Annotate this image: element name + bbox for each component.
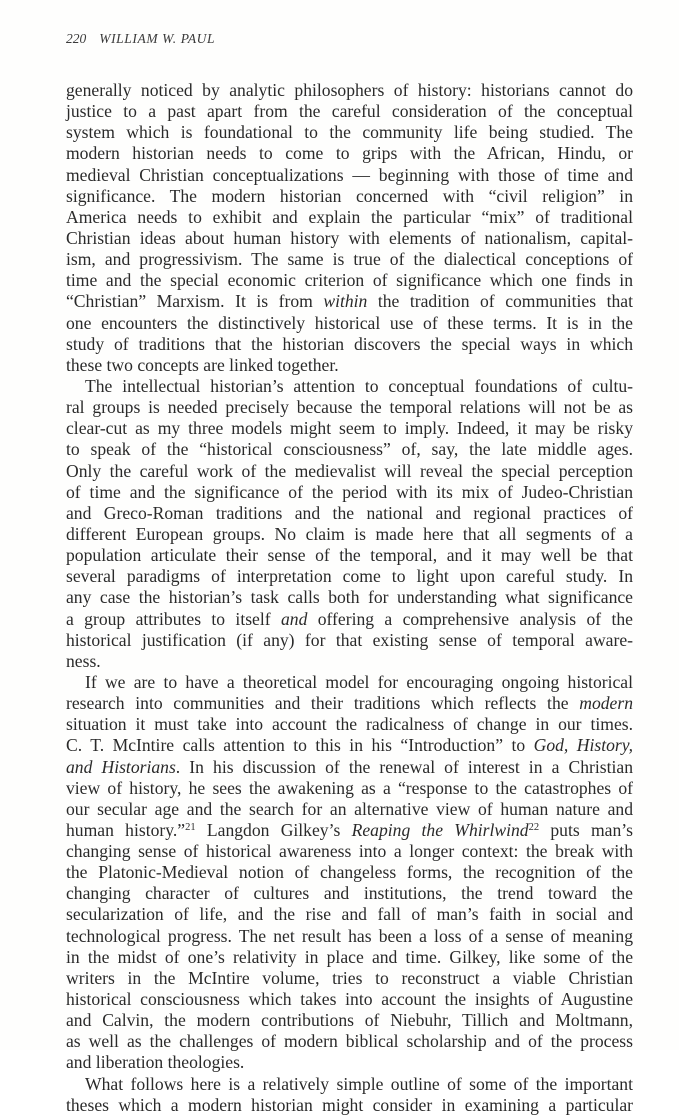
text-run: Langdon Gilkey’s (195, 819, 352, 840)
emphasis-text: modern (579, 693, 633, 714)
text-line: these two concepts are linked together. (66, 354, 339, 375)
text-line: several paradigms of interpretation come to light upon careful study. In (66, 566, 633, 587)
text-line: of time and the significance of the period with its mix of Judeo-Christian (66, 481, 633, 502)
text-run: C. T. McIntire calls attention to this in his “Introduction” to (66, 735, 534, 756)
text-line: one encounters the distinctively historical use of these terms. It is in the (66, 312, 633, 333)
text-line: study of traditions that the historian discovers the special ways in which (66, 333, 633, 354)
text-line: and Greco-Roman traditions and the national and regional practices of (66, 502, 633, 523)
text-line: in the midst of one’s relativity in place and time. Gilkey, like some of the (66, 946, 633, 967)
paragraph (66, 80, 633, 376)
text-line: significance. The modern historian concerned with “civil religion” in (66, 185, 633, 206)
text-run: . In his discussion of the renewal of interest in a Christian (175, 756, 633, 777)
text-line: our secular age and the search for an alternative view of human nature and (66, 798, 633, 819)
paragraph (66, 672, 633, 1074)
text-line: secularization of life, and the rise and fall of man’s faith in social and (66, 904, 633, 925)
text-line: the Platonic-Medieval notion of changeless forms, the recognition of the (66, 862, 633, 883)
text-line: generally noticed by analytic philosophers of history: historians cannot do (66, 80, 633, 100)
book-title: and Historians (66, 756, 176, 777)
text-line: different European groups. No claim is made here that all segments of a (66, 523, 633, 544)
text-run: “Christian” Marxism. It is from (66, 291, 324, 312)
text-line (66, 693, 633, 714)
text-line: situation it must take into account the radicalness of change in our times. (66, 714, 633, 735)
text-run: offering a comprehensive analysis of the (307, 608, 633, 629)
running-head (66, 31, 215, 47)
text-line (66, 735, 633, 756)
text-run: a group attributes to itself (66, 608, 281, 629)
text-line: system which is foundational to the community life being studied. The (66, 122, 633, 143)
text-line: changing sense of historical awareness into a longer context: the break with (66, 841, 633, 862)
text-line: and liberation theologies. (66, 1052, 245, 1073)
text-line: technological progress. The net result has been a loss of a sense of meaning (66, 925, 633, 946)
text-line: The intellectual historian’s attention to conceptual foundations of cultu- (85, 375, 633, 396)
text-line: ral groups is needed precisely because the temporal relations will not be as (66, 397, 633, 418)
text-line: If we are to have a theoretical model for encouraging ongoing historical (85, 671, 633, 692)
text-line: America needs to exhibit and explain the particular “mix” of traditional (66, 206, 633, 227)
text-line: clear-cut as my three models might seem to imply. Indeed, it may be risky (66, 418, 633, 439)
paragraph (66, 376, 633, 672)
text-run: research into communities and their traditions which reflects the (66, 693, 580, 714)
text-line: Only the careful work of the medievalist will reveal the special perception (66, 460, 633, 481)
text-line: Christian ideas about human history with elements of nationalism, capital- (66, 227, 633, 248)
text-run: the tradition of communities that (367, 291, 633, 312)
text-line: ness. (66, 650, 101, 671)
text-line: as well as the challenges of modern biblical scholarship and of the process (66, 1031, 633, 1052)
text-line (66, 609, 633, 630)
text-line: any case the historian’s task calls both for understanding what significance (66, 587, 633, 608)
text-line (66, 757, 633, 778)
body-text (66, 80, 633, 1116)
text-run: puts man’s (539, 819, 634, 840)
footnote-ref-22[interactable]: 22 (528, 821, 540, 833)
page-number: 220 (66, 31, 87, 46)
text-line: to speak of the “historical consciousness” of, say, the late middle ages. (66, 439, 633, 460)
text-line: time and the special economic criterion of significance which one finds in (66, 270, 633, 291)
footnote-ref-21[interactable]: 21 (185, 821, 196, 833)
text-line: historical consciousness which takes into account the insights of Augustine (66, 989, 633, 1010)
author-name: WILLIAM W. PAUL (99, 31, 216, 46)
text-line: population articulate their sense of the temporal, and it may well be that (66, 545, 633, 566)
text-line: and Calvin, the modern contributions of Niebuhr, Tillich and Moltmann, (66, 1010, 633, 1031)
text-run: human history.” (66, 819, 186, 840)
text-line: justice to a past apart from the careful consideration of the conceptual (66, 101, 633, 122)
text-line (66, 291, 633, 312)
text-line: view of history, he sees the awakening as a “response to the catastrophes of (66, 777, 633, 798)
text-line (66, 820, 633, 841)
text-line: changing character of cultures and institutions, the trend toward the (66, 883, 633, 904)
text-line: theses which a modern historian might consider in examining a particular (66, 1094, 633, 1115)
text-line: writers in the McIntire volume, tries to reconstruct a viable Christian (66, 967, 633, 988)
text-line: What follows here is a relatively simple outline of some of the important (85, 1073, 633, 1094)
book-title: God, History, (533, 735, 633, 756)
text-line: ism, and progressivism. The same is true of the dialectical conceptions of (66, 249, 633, 270)
emphasis-text: and (280, 608, 308, 629)
text-line: medieval Christian conceptualizations — beginning with those of time and (66, 164, 633, 185)
emphasis-text: within (323, 291, 368, 312)
paragraph (66, 1074, 633, 1116)
book-title: Reaping the Whirlwind (351, 819, 529, 840)
text-line: historical justification (if any) for that existing sense of temporal aware- (66, 629, 633, 650)
text-line: modern historian needs to come to grips with the African, Hindu, or (66, 143, 633, 164)
